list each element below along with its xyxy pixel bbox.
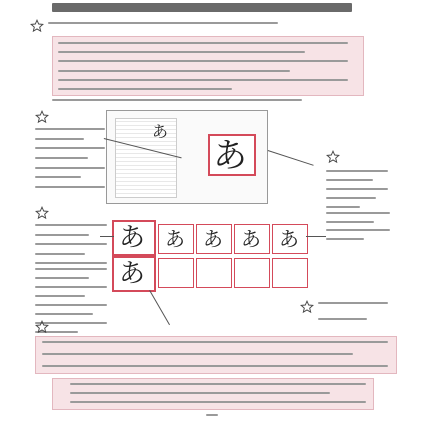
practice-cell-char: あ bbox=[165, 226, 185, 251]
right-note-3 bbox=[318, 302, 388, 320]
footer-text bbox=[70, 383, 366, 403]
grid-kana: あ bbox=[118, 258, 145, 289]
practice-cell bbox=[234, 258, 270, 288]
grid-kana: あ bbox=[118, 222, 145, 253]
star-icon bbox=[30, 19, 44, 33]
practice-cell-char: あ bbox=[241, 226, 261, 251]
practice-cell-char: あ bbox=[279, 226, 299, 251]
page-title bbox=[52, 0, 352, 16]
practice-cell-char: あ bbox=[203, 226, 223, 251]
star-icon bbox=[35, 320, 49, 334]
star-icon bbox=[35, 110, 49, 124]
connector-line bbox=[100, 236, 114, 237]
page-number bbox=[206, 414, 218, 418]
right-note-1 bbox=[326, 170, 388, 208]
star-icon bbox=[300, 300, 314, 314]
left-note-2 bbox=[35, 224, 107, 264]
intro-text bbox=[58, 42, 348, 90]
connector-line bbox=[268, 150, 314, 166]
left-note-1 bbox=[35, 128, 105, 188]
connector-line bbox=[306, 236, 326, 237]
main-kana: あ bbox=[213, 135, 247, 176]
practice-cell bbox=[196, 258, 232, 288]
star-icon bbox=[326, 150, 340, 164]
card-small-char: あ bbox=[151, 121, 168, 141]
summary-text bbox=[42, 341, 388, 367]
connector-line bbox=[149, 290, 170, 325]
practice-cell bbox=[272, 258, 308, 288]
right-note-2 bbox=[326, 212, 390, 240]
practice-cell bbox=[158, 258, 194, 288]
subtitle bbox=[48, 22, 278, 28]
intro-footnote bbox=[52, 99, 302, 103]
star-icon bbox=[35, 206, 49, 220]
